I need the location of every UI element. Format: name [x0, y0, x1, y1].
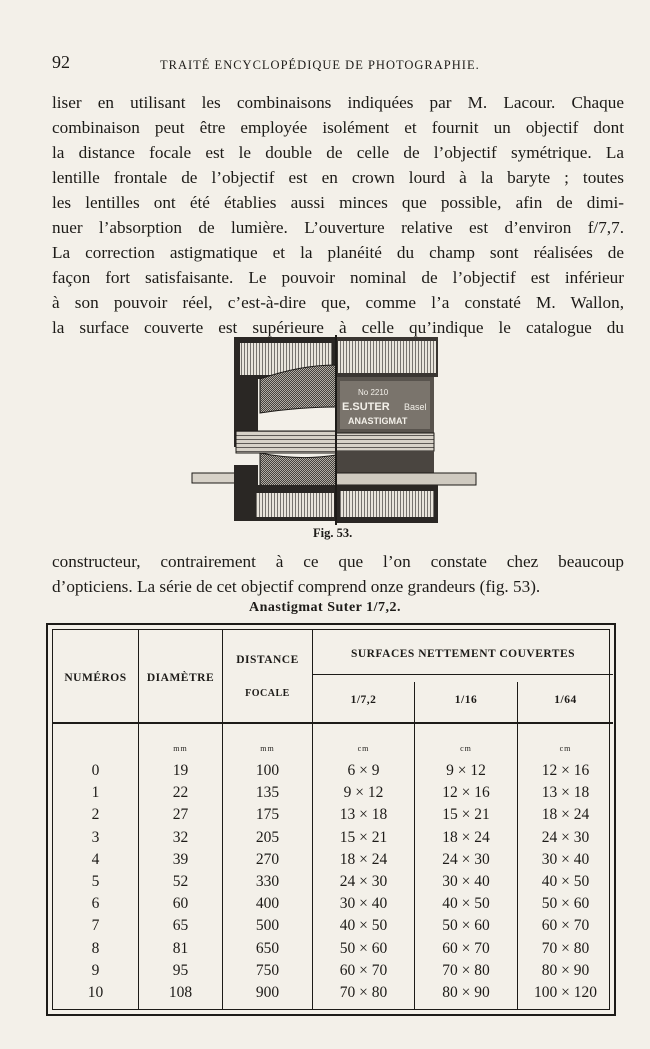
table-cell-a: 18 × 24	[339, 850, 388, 868]
table-cell-num: 9	[91, 961, 100, 979]
table-cell-b: 70 × 80	[442, 961, 490, 979]
header-distance: DISTANCE	[236, 654, 299, 666]
table-cell-diam: 65	[172, 917, 189, 935]
lens-table	[46, 623, 616, 1016]
table-cell-diam: 95	[172, 961, 189, 979]
header-surfaces: SURFACES NETTEMENT COUVERTES	[350, 648, 576, 660]
table-cell-b: 24 × 30	[442, 850, 490, 868]
table-cell-num: 0	[91, 762, 100, 779]
table-cell-a: 70 × 80	[339, 984, 388, 1001]
text-line: nuer l’absorption de lumière. L’ouverture relative est d’environ f/7,7.	[52, 218, 624, 237]
table-cell-num: 1	[91, 784, 100, 802]
table-cell-num: 5	[91, 873, 100, 890]
table-cell-a: 24 × 30	[339, 873, 388, 890]
text-line: combinaison peut être employée isolément et fournit un objectif dont	[52, 118, 624, 137]
table-cell-c: 60 × 70	[541, 917, 590, 935]
table-cell-c: 40 × 50	[541, 873, 590, 890]
paragraph-2	[52, 549, 624, 599]
table-cell-dist: 500	[255, 917, 280, 935]
table-cell-num: 7	[91, 917, 100, 935]
table-cell-num: 4	[91, 850, 100, 868]
table-cell-c: 100 × 120	[534, 984, 597, 1001]
lens-illustration	[190, 335, 480, 525]
table-cell-dist: 650	[255, 939, 280, 957]
table-cell-dist: 100	[255, 762, 280, 779]
unit-diametre: mm	[173, 744, 188, 753]
text-line: les lentilles ont été établies aussi minces que possible, afin de dimi-	[52, 193, 624, 212]
table-cell-diam: 60	[172, 895, 189, 913]
table-cell-c: 30 × 40	[541, 850, 590, 868]
paragraph-1	[52, 90, 624, 340]
table-cell-a: 6 × 9	[347, 762, 380, 779]
table-cell-dist: 135	[255, 784, 280, 802]
table-cell-c: 12 × 16	[541, 762, 590, 779]
table-cell-b: 12 × 16	[442, 784, 490, 802]
table-cell-a: 13 × 18	[339, 806, 388, 824]
unit-aperture-16: cm	[460, 744, 472, 753]
table-cell-a: 15 × 21	[339, 828, 388, 846]
header-aperture-16: 1/16	[454, 694, 478, 706]
header-aperture-64: 1/64	[554, 694, 577, 706]
table-cell-a: 40 × 50	[339, 917, 388, 935]
table-body	[52, 629, 610, 1010]
text-line: d’opticiens. La série de cet objectif comprend onze grandeurs (fig. 53).	[52, 577, 541, 596]
table-cell-num: 3	[91, 828, 100, 846]
table-cell-dist: 900	[255, 984, 280, 1001]
unit-aperture-7-2: cm	[357, 744, 370, 753]
text-line: la distance focale est le double de celle de l’objectif symétrique. La	[52, 143, 624, 162]
table-cell-diam: 81	[172, 939, 189, 957]
lens-engraving	[190, 335, 480, 525]
table-cell-a: 50 × 60	[339, 939, 388, 957]
text-line: façon fort satisfaisante. Le pouvoir nominal de l’objectif est inférieur	[52, 268, 624, 287]
table-cell-a: 30 × 40	[339, 895, 388, 913]
header-rule	[313, 674, 613, 675]
table-cell-b: 18 × 24	[442, 828, 490, 846]
table-cell-c: 80 × 90	[541, 961, 590, 979]
table-cell-b: 80 × 90	[442, 984, 490, 1001]
table-cell-diam: 32	[172, 828, 189, 846]
header-numeros: NUMÉROS	[64, 672, 127, 684]
table-cell-b: 50 × 60	[442, 917, 490, 935]
table-cell-num: 2	[91, 806, 100, 824]
table-cell-b: 15 × 21	[442, 806, 490, 824]
header-aperture-7-2: 1/7,2	[350, 694, 377, 706]
table-cell-num: 10	[87, 984, 104, 1001]
header-diametre: DIAMÈTRE	[146, 672, 215, 684]
table-cell-a: 9 × 12	[343, 784, 384, 802]
table-cell-b: 30 × 40	[442, 873, 490, 890]
table-cell-c: 50 × 60	[541, 895, 590, 913]
text-line: à son pouvoir réel, c’est-à-dire que, comme l’a constaté M. Wallon,	[52, 293, 624, 312]
page-number: 92	[52, 52, 70, 72]
header-focale: FOCALE	[245, 688, 290, 699]
table-cell-b: 60 × 70	[442, 939, 490, 957]
table-cell-diam: 22	[172, 784, 189, 802]
table-cell-c: 13 × 18	[541, 784, 590, 802]
table-cell-num: 6	[91, 895, 100, 913]
unit-distance: mm	[260, 744, 275, 753]
table-title: Anastigmat Suter 1/7,2.	[248, 600, 402, 615]
table-cell-a: 60 × 70	[339, 961, 388, 979]
engraving-city: Basel	[404, 402, 427, 412]
table-cell-diam: 52	[172, 873, 189, 890]
table-cell-b: 40 × 50	[442, 895, 490, 913]
figure-caption: Fig. 53.	[313, 526, 353, 540]
text-line: lentille frontale de l’objectif est en crown lourd à la baryte ; toutes	[52, 168, 624, 187]
table-cell-diam: 27	[172, 806, 189, 824]
unit-aperture-64: cm	[559, 744, 572, 753]
engraving-serial: No 2210	[358, 388, 389, 397]
table-cell-dist: 330	[255, 873, 280, 890]
text-line: la surface couverte est supérieure à celle qu’indique le catalogue du	[52, 318, 624, 337]
table-cell-dist: 400	[255, 895, 280, 913]
table-cell-b: 9 × 12	[446, 762, 486, 779]
table-cell-c: 70 × 80	[541, 939, 590, 957]
text-line: constructeur, contrairement à ce que l’on constate chez beaucoup	[52, 552, 624, 571]
header-rule	[53, 722, 613, 724]
running-title: TRAITÉ ENCYCLOPÉDIQUE DE PHOTOGRAPHIE.	[160, 58, 480, 72]
table-cell-diam: 19	[172, 762, 189, 779]
table-cell-dist: 270	[255, 850, 280, 868]
table-cell-dist: 205	[255, 828, 280, 846]
running-head	[52, 52, 624, 76]
text-line: liser en utilisant les combinaisons indiquées par M. Lacour. Chaque	[52, 93, 624, 112]
engraving-model: ANASTIGMAT	[348, 416, 408, 426]
table-cell-c: 24 × 30	[541, 828, 590, 846]
table-cell-diam: 108	[168, 984, 193, 1001]
text-line: La correction astigmatique et la planéité du champ sont réalisées de	[52, 243, 624, 262]
table-cell-num: 8	[91, 939, 100, 957]
table-cell-c: 18 × 24	[541, 806, 590, 824]
engraving-maker: E.SUTER	[342, 401, 390, 413]
table-cell-dist: 175	[255, 806, 280, 824]
table-cell-dist: 750	[255, 961, 280, 979]
table-cell-diam: 39	[172, 850, 189, 868]
